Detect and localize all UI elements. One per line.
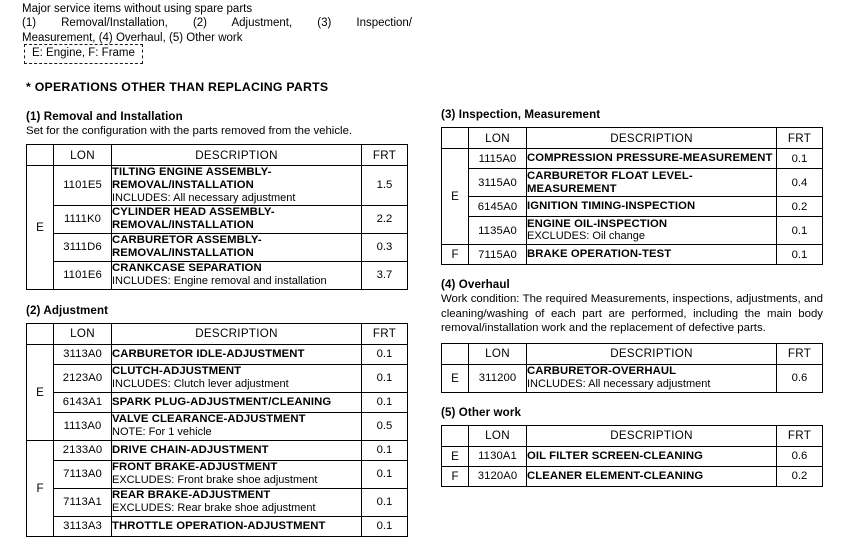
description-cell bbox=[112, 205, 362, 233]
frt-cell: 0.1 bbox=[362, 364, 408, 392]
section-inspection bbox=[441, 108, 823, 265]
description-note: INCLUDES: Engine removal and installation bbox=[112, 274, 327, 287]
frt-cell: 0.1 bbox=[777, 245, 823, 265]
description-main: SPARK PLUG-ADJUSTMENT/CLEANING bbox=[112, 395, 332, 408]
description-main: VALVE CLEARANCE-ADJUSTMENT bbox=[112, 413, 306, 426]
description-cell bbox=[112, 233, 362, 261]
group-label-cell: E bbox=[442, 149, 469, 245]
description-main: THROTTLE OPERATION-ADJUSTMENT bbox=[112, 519, 326, 532]
group-label-cell: E bbox=[442, 364, 469, 392]
frt-cell: 0.3 bbox=[362, 233, 408, 261]
description-cell bbox=[527, 245, 777, 265]
frt-cell: 0.5 bbox=[362, 412, 408, 440]
removal-table-body bbox=[27, 166, 408, 290]
table-row bbox=[27, 460, 408, 488]
table-header-row bbox=[442, 343, 823, 364]
other-work-table-body bbox=[442, 446, 823, 486]
table-row bbox=[27, 205, 408, 233]
lon-cell: 2123A0 bbox=[54, 364, 112, 392]
description-cell bbox=[112, 364, 362, 392]
header-frt: FRT bbox=[777, 425, 823, 446]
frt-cell: 0.1 bbox=[362, 488, 408, 516]
lon-cell: 1101E6 bbox=[54, 261, 112, 289]
lon-cell: 1130A1 bbox=[469, 446, 527, 466]
table-row bbox=[442, 169, 823, 197]
overhaul-table-body bbox=[442, 364, 823, 392]
frt-cell: 0.1 bbox=[362, 516, 408, 536]
description-main: ENGINE OIL-INSPECTION bbox=[527, 217, 668, 230]
lon-cell: 3115A0 bbox=[469, 169, 527, 197]
overhaul-table bbox=[441, 343, 823, 393]
section-title: (2) Adjustment bbox=[26, 303, 109, 317]
description-cell bbox=[112, 344, 362, 364]
lon-cell: 7115A0 bbox=[469, 245, 527, 265]
section-title: (4) Overhaul bbox=[441, 278, 510, 291]
frt-cell: 0.2 bbox=[777, 466, 823, 486]
description-main: REAR BRAKE-ADJUSTMENT bbox=[112, 489, 271, 502]
section-subtitle: Set for the configuration with the parts removed from the vehicle. bbox=[26, 125, 353, 137]
section-title: (3) Inspection, Measurement bbox=[441, 108, 601, 121]
lon-cell: 2133A0 bbox=[54, 440, 112, 460]
frt-cell: 0.1 bbox=[777, 149, 823, 169]
table-row bbox=[27, 392, 408, 412]
description-cell bbox=[527, 197, 777, 217]
description-note: INCLUDES: All necessary adjustment bbox=[112, 191, 296, 204]
table-row bbox=[442, 149, 823, 169]
frt-cell: 1.5 bbox=[362, 166, 408, 206]
section-title: (1) Removal and Installation bbox=[26, 110, 183, 123]
section-adjustment bbox=[26, 304, 408, 537]
lon-cell: 6143A1 bbox=[54, 392, 112, 412]
group-label-cell: F bbox=[442, 466, 469, 486]
group-label-cell: F bbox=[27, 440, 54, 536]
lon-cell: 1111K0 bbox=[54, 205, 112, 233]
table-header-row bbox=[442, 128, 823, 149]
frt-cell: 0.2 bbox=[777, 197, 823, 217]
description-main: CLUTCH-ADJUSTMENT bbox=[112, 365, 242, 378]
header-lon: LON bbox=[54, 145, 112, 166]
description-note: INCLUDES: All necessary adjustment bbox=[527, 378, 711, 391]
header-lon: LON bbox=[54, 323, 112, 344]
description-main: TILTING ENGINE ASSEMBLY-REMOVAL/INSTALLATION bbox=[112, 166, 272, 191]
description-cell bbox=[112, 392, 362, 412]
lon-cell: 1135A0 bbox=[469, 217, 527, 245]
description-main: CARBURETOR FLOAT LEVEL-MEASUREMENT bbox=[527, 169, 693, 195]
group-label-cell: E bbox=[27, 166, 54, 290]
description-cell bbox=[527, 446, 777, 466]
group-label-cell: F bbox=[442, 245, 469, 265]
description-main: CLEANER ELEMENT-CLEANING bbox=[527, 469, 704, 482]
lon-cell: 3120A0 bbox=[469, 466, 527, 486]
frt-cell: 2.2 bbox=[362, 205, 408, 233]
removal-table bbox=[26, 144, 408, 290]
table-header-row bbox=[27, 323, 408, 344]
table-row bbox=[442, 446, 823, 466]
section-removal bbox=[26, 110, 408, 290]
frt-cell: 0.1 bbox=[362, 440, 408, 460]
description-main: CYLINDER HEAD ASSEMBLY-REMOVAL/INSTALLATION bbox=[112, 206, 275, 232]
operations-banner: * OPERATIONS OTHER THAN REPLACING PARTS bbox=[26, 80, 329, 94]
header-description: DESCRIPTION bbox=[527, 128, 777, 149]
description-cell bbox=[112, 460, 362, 488]
header-description: DESCRIPTION bbox=[112, 145, 362, 166]
lon-cell: 1115A0 bbox=[469, 149, 527, 169]
section-title: (5) Other work bbox=[441, 405, 521, 419]
table-header-row bbox=[27, 145, 408, 166]
description-note: EXCLUDES: Rear brake shoe adjustment bbox=[112, 501, 316, 514]
other-work-table bbox=[441, 425, 823, 487]
inspection-table-body bbox=[442, 149, 823, 265]
lon-cell: 6145A0 bbox=[469, 197, 527, 217]
description-note: NOTE: For 1 vehicle bbox=[112, 425, 212, 438]
table-row bbox=[442, 197, 823, 217]
group-label-cell: E bbox=[442, 446, 469, 466]
description-main: CRANKCASE SEPARATION bbox=[112, 262, 262, 275]
header-frt: FRT bbox=[362, 323, 408, 344]
table-row bbox=[27, 233, 408, 261]
table-row bbox=[27, 488, 408, 516]
table-row bbox=[442, 245, 823, 265]
table-row bbox=[27, 364, 408, 392]
legend-box bbox=[24, 44, 143, 64]
table-row bbox=[27, 516, 408, 536]
section-overhaul bbox=[441, 278, 823, 393]
lon-cell: 1101E5 bbox=[54, 166, 112, 206]
description-cell bbox=[527, 169, 777, 197]
header-frt: FRT bbox=[362, 145, 408, 166]
frt-cell: 0.4 bbox=[777, 169, 823, 197]
table-header-row bbox=[442, 425, 823, 446]
header-frt: FRT bbox=[777, 128, 823, 149]
header-ef bbox=[442, 425, 469, 446]
description-main: CARBURETOR-OVERHAUL bbox=[527, 365, 677, 378]
header-ef bbox=[442, 343, 469, 364]
description-cell bbox=[112, 412, 362, 440]
inspection-table bbox=[441, 127, 823, 265]
frt-cell: 0.1 bbox=[362, 392, 408, 412]
adjustment-table bbox=[26, 323, 408, 537]
section-other-work bbox=[441, 406, 823, 487]
table-row bbox=[27, 440, 408, 460]
description-cell bbox=[527, 217, 777, 245]
lon-cell: 7113A0 bbox=[54, 460, 112, 488]
description-cell bbox=[112, 440, 362, 460]
description-main: COMPRESSION PRESSURE-MEASUREMENT bbox=[527, 152, 773, 165]
header-ef bbox=[442, 128, 469, 149]
description-main: DRIVE CHAIN-ADJUSTMENT bbox=[112, 443, 269, 456]
frt-cell: 0.1 bbox=[777, 217, 823, 245]
header-lon: LON bbox=[469, 128, 527, 149]
description-main: CARBURETOR IDLE-ADJUSTMENT bbox=[112, 347, 305, 360]
table-row bbox=[27, 412, 408, 440]
overhaul-paragraph: Work condition: The required Measurements, inspections, adjustments, and cleaning/washing of each part are performed, including the main body removal/installation work and the replacement of defective parts. bbox=[441, 293, 823, 335]
right-column bbox=[441, 108, 823, 487]
description-cell bbox=[527, 149, 777, 169]
adjustment-table-body bbox=[27, 344, 408, 536]
header-frt: FRT bbox=[777, 343, 823, 364]
intro-block bbox=[22, 2, 412, 45]
table-row bbox=[442, 364, 823, 392]
description-main: FRONT BRAKE-ADJUSTMENT bbox=[112, 461, 278, 474]
lon-cell: 1113A0 bbox=[54, 412, 112, 440]
table-row bbox=[27, 344, 408, 364]
lon-cell: 3113A3 bbox=[54, 516, 112, 536]
description-note: INCLUDES: Clutch lever adjustment bbox=[112, 377, 289, 390]
frt-cell: 0.1 bbox=[362, 460, 408, 488]
intro-line-3: Measurement, (4) Overhaul, (5) Other work bbox=[22, 31, 243, 44]
description-cell bbox=[527, 364, 777, 392]
description-main: CARBURETOR ASSEMBLY-REMOVAL/INSTALLATION bbox=[112, 234, 262, 260]
intro-line-1: Major service items without using spare parts bbox=[22, 3, 253, 15]
lon-cell: 3111D6 bbox=[54, 233, 112, 261]
description-main: BRAKE OPERATION-TEST bbox=[527, 248, 672, 261]
frt-cell: 0.6 bbox=[777, 364, 823, 392]
header-description: DESCRIPTION bbox=[527, 343, 777, 364]
description-main: OIL FILTER SCREEN-CLEANING bbox=[527, 449, 704, 462]
description-note: EXCLUDES: Oil change bbox=[527, 230, 645, 243]
header-lon: LON bbox=[469, 343, 527, 364]
table-row bbox=[442, 217, 823, 245]
lon-cell: 7113A1 bbox=[54, 488, 112, 516]
description-main: IGNITION TIMING-INSPECTION bbox=[527, 200, 696, 213]
header-ef bbox=[27, 145, 54, 166]
group-label-cell: E bbox=[27, 344, 54, 440]
description-cell bbox=[112, 488, 362, 516]
description-cell bbox=[527, 466, 777, 486]
left-column bbox=[26, 110, 408, 537]
description-cell bbox=[112, 166, 362, 206]
header-description: DESCRIPTION bbox=[527, 425, 777, 446]
description-cell bbox=[112, 516, 362, 536]
lon-cell: 3113A0 bbox=[54, 344, 112, 364]
table-row bbox=[27, 166, 408, 206]
lon-cell: 311200 bbox=[469, 364, 527, 392]
intro-line-2: (1) Removal/Installation, (2) Adjustment, (3) Inspection/ bbox=[22, 17, 412, 30]
table-row bbox=[27, 261, 408, 289]
frt-cell: 0.6 bbox=[777, 446, 823, 466]
table-row bbox=[442, 466, 823, 486]
description-note: EXCLUDES: Front brake shoe adjustment bbox=[112, 473, 318, 486]
frt-cell: 3.7 bbox=[362, 261, 408, 289]
description-cell bbox=[112, 261, 362, 289]
header-description: DESCRIPTION bbox=[112, 323, 362, 344]
header-lon: LON bbox=[469, 425, 527, 446]
header-ef bbox=[27, 323, 54, 344]
legend-text: E: Engine, F: Frame bbox=[32, 47, 135, 59]
frt-cell: 0.1 bbox=[362, 344, 408, 364]
